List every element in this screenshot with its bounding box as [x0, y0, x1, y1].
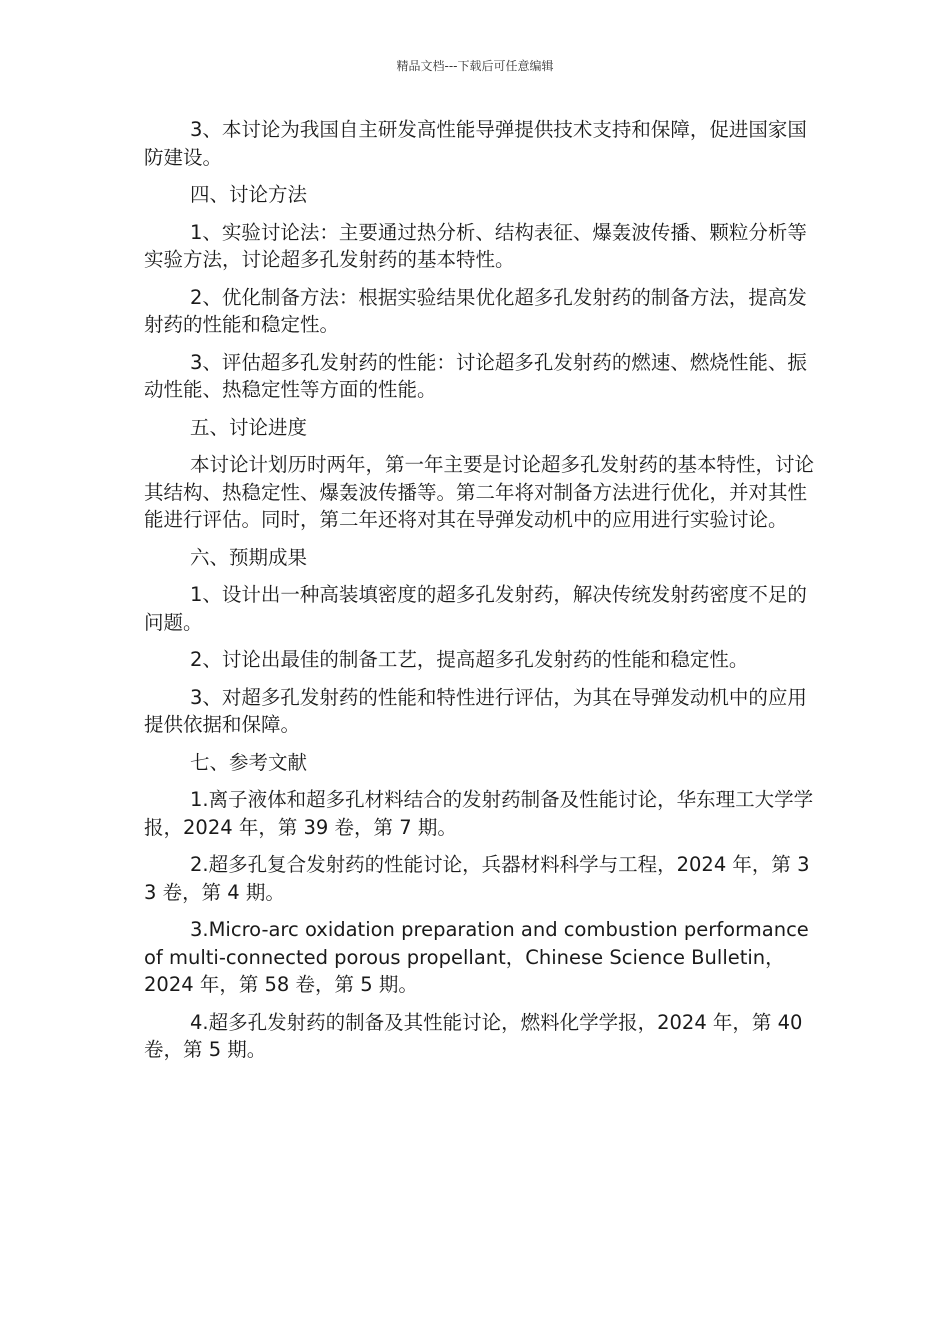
- heading-schedule: 五、讨论进度: [190, 415, 308, 439]
- paragraph-result-1: 1、设计出一种高装填密度的超多孔发射药，解决传统发射药密度不足的问题。: [144, 583, 807, 634]
- paragraph-method-1: 1、实验讨论法：主要通过热分析、结构表征、爆轰波传播、颗粒分析等实验方法，讨论超多孔发射药的基本特性。: [144, 220, 807, 271]
- heading-expected-results: 六、预期成果: [190, 545, 308, 569]
- paragraph-method-2: 2、优化制备方法：根据实验结果优化超多孔发射药的制备方法，提高发射药的性能和稳定性。: [144, 285, 807, 336]
- reference-3: 3.Micro-arc oxidation preparation and combustion performance of multi-connected porous propellant，Chinese Science Bulletin，2024 年，第 58 卷，第 5 期。: [144, 918, 809, 996]
- page-header: 精品文档---下载后可任意编辑: [396, 59, 554, 73]
- heading-references: 七、参考文献: [190, 750, 308, 774]
- paragraph-result-3: 3、对超多孔发射药的性能和特性进行评估，为其在导弹发动机中的应用提供依据和保障。: [144, 685, 807, 736]
- heading-methods: 四、讨论方法: [190, 183, 308, 206]
- paragraph-result-2: 2、讨论出最佳的制备工艺，提高超多孔发射药的性能和稳定性。: [190, 648, 749, 671]
- reference-4: 4.超多孔发射药的制备及其性能讨论，燃料化学学报，2024 年，第 40 卷，第 5 期。: [144, 1010, 803, 1061]
- paragraph-goal-3: 3、本讨论为我国自主研发高性能导弹提供技术支持和保障，促进国家国防建设。: [144, 118, 807, 169]
- reference-2: 2.超多孔复合发射药的性能讨论，兵器材料科学与工程，2024 年，第 33 卷，第 4 期。: [144, 853, 810, 904]
- paragraph-schedule: 本讨论计划历时两年，第一年主要是讨论超多孔发射药的基本特性，讨论其结构、热稳定性、爆轰波传播等。第二年将对制备方法进行优化，并对其性能进行评估。同时，第二年还将对其在导弹发动机中的应用进行实验讨论。: [144, 453, 815, 531]
- document-body: [144, 116, 814, 1074]
- reference-1: 1.离子液体和超多孔材料结合的发射药制备及性能讨论，华东理工大学学报，2024 年，第 39 卷，第 7 期。: [144, 788, 814, 839]
- paragraph-method-3: 3、评估超多孔发射药的性能：讨论超多孔发射药的燃速、燃烧性能、振动性能、热稳定性等方面的性能。: [144, 350, 807, 401]
